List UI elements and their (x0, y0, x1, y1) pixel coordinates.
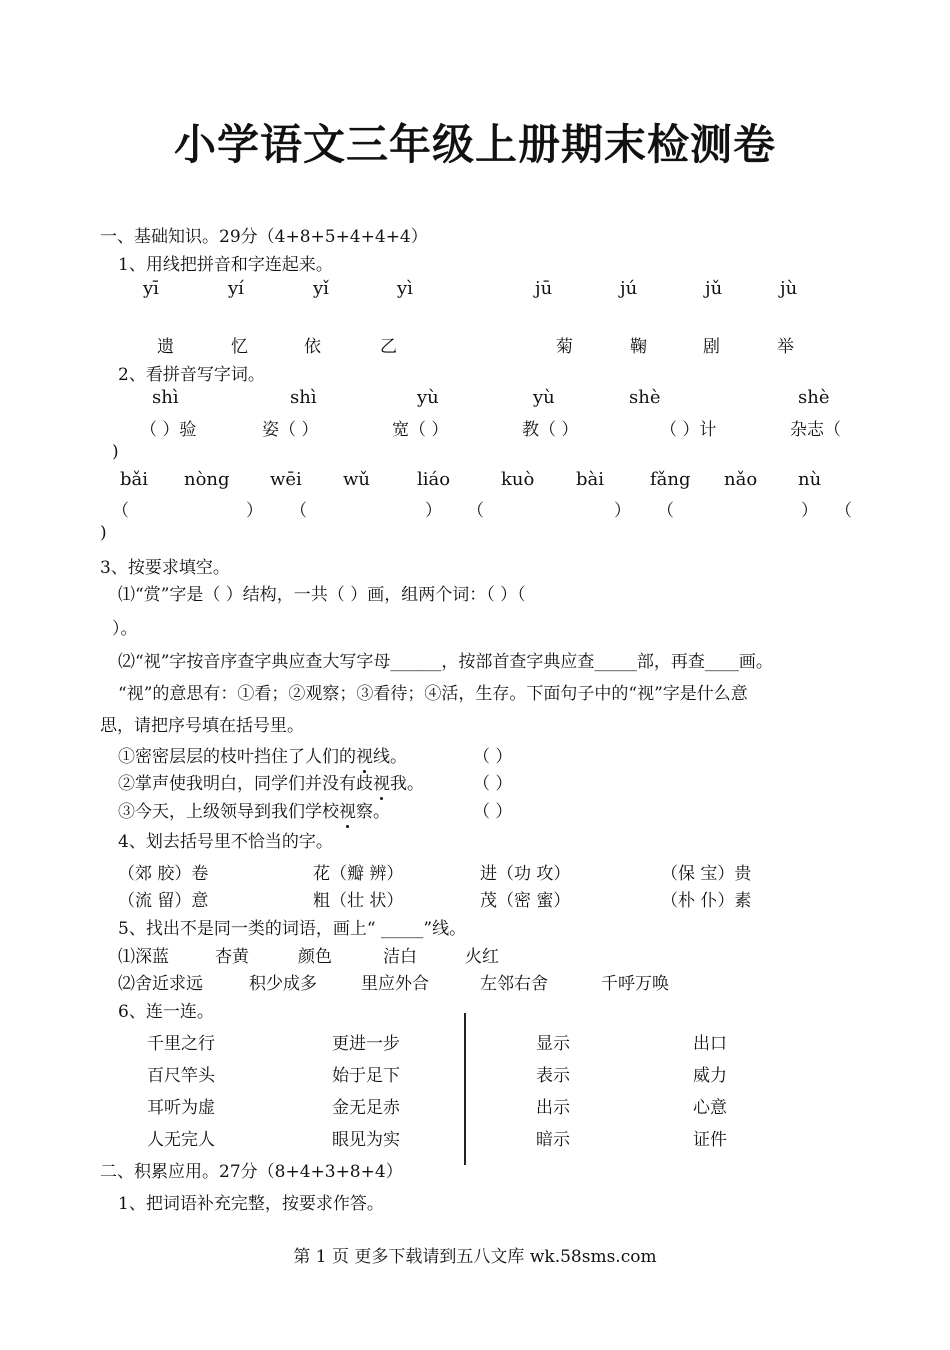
word-item[interactable]: 里应外合 (361, 974, 429, 994)
word-item[interactable]: 洁白 (383, 947, 417, 967)
char-item: 鞠 (630, 337, 647, 357)
word-item[interactable]: 杏黄 (215, 947, 249, 967)
sentence-text: 察。 (356, 802, 390, 822)
section-1-heading: 一、基础知识。29分（4+8+5+4+4+4） (100, 227, 428, 247)
pinyin-item: yí (228, 278, 244, 299)
char-item: 剧 (703, 337, 720, 357)
match-item[interactable]: 暗示 (536, 1130, 570, 1150)
dotted-char: 视 (339, 802, 356, 822)
choice-item[interactable]: （流 留）意 (118, 891, 209, 911)
word-item[interactable]: ⑵舍近求远 (118, 974, 203, 994)
sentence-text: ①密密层层的枝叶挡住了人们的 (118, 747, 356, 767)
q6-label: 6、连一连。 (118, 1002, 214, 1022)
q1-label: 1、用线把拼音和字连起来。 (118, 255, 333, 275)
match-item[interactable]: 眼见为实 (332, 1130, 400, 1150)
pinyin-item: yù (533, 387, 555, 408)
word-item[interactable]: 左邻右舍 (480, 974, 548, 994)
char-item: 菊 (556, 337, 573, 357)
page-title: 小学语文三年级上册期末检测卷 (173, 120, 776, 169)
match-item[interactable]: 出口 (693, 1034, 727, 1054)
answer-blank[interactable]: （ ） (473, 774, 513, 794)
pinyin-item: jù (780, 278, 798, 299)
match-item[interactable]: 出示 (536, 1098, 570, 1118)
pinyin-item: yì (397, 278, 413, 299)
word-item[interactable]: 颜色 (298, 947, 332, 967)
q3-sentence-1 (118, 742, 407, 767)
match-item[interactable]: 人无完人 (147, 1130, 215, 1150)
q3-label: 3、按要求填空。 (100, 558, 230, 578)
answer-blank[interactable]: 杂志（ (790, 420, 841, 440)
choice-item[interactable]: 粗（壮 状） (313, 891, 404, 911)
section-2-heading: 二、积累应用。27分（8+4+3+8+4） (100, 1162, 403, 1182)
sentence-text: ③今天，上级领导到我们学校 (118, 802, 339, 822)
match-item[interactable]: 心意 (693, 1098, 727, 1118)
q3-meaning: “视”的意思有：①看；②观察；③看待；④活，生存。下面句子中的“视”字是什么意 (118, 684, 748, 704)
pinyin-item: jú (620, 278, 638, 299)
answer-blank[interactable]: 姿（ ） (262, 420, 319, 440)
match-item[interactable]: 金无足赤 (332, 1098, 400, 1118)
sentence-text: 线。 (373, 747, 407, 767)
q3-sentence-2 (118, 769, 424, 794)
choice-item[interactable]: 花（瓣 辨） (313, 864, 404, 884)
char-item: 举 (777, 337, 794, 357)
match-item[interactable]: 始于足下 (332, 1066, 400, 1086)
bracket[interactable]: ） (246, 501, 263, 521)
choice-item[interactable]: 进（功 攻） (480, 864, 571, 884)
sentence-text: ②掌声使我明白，同学们并没有歧 (118, 774, 373, 794)
match-item[interactable]: 表示 (536, 1066, 570, 1086)
match-item[interactable]: 耳听为虚 (147, 1098, 215, 1118)
q3-part-1: ⑴“赏”字是（ ）结构，一共（ ）画，组两个词：（ ）（ (118, 585, 526, 605)
match-item[interactable]: 更进一步 (332, 1034, 400, 1054)
s2-q1-label: 1、把词语补充完整，按要求作答。 (118, 1194, 384, 1214)
pinyin-item: yù (417, 387, 439, 408)
char-item: 遗 (157, 337, 174, 357)
q3-part-2: ⑵“视”字按音序查字典应查大写字母______，按部首查字典应查_____部，再查____画。 (118, 652, 773, 672)
pinyin-item: nǎo (724, 469, 758, 490)
dotted-char: 视 (356, 747, 373, 767)
word-item[interactable]: 积少成多 (249, 974, 317, 994)
char-item: 忆 (231, 337, 248, 357)
pinyin-item: yī (143, 278, 159, 299)
pinyin-item: shè (629, 387, 661, 408)
answer-blank[interactable]: （ ）验 (140, 420, 197, 440)
choice-item[interactable]: 茂（密 蜜） (480, 891, 571, 911)
column-divider (464, 1013, 466, 1165)
sentence-text: 我。 (390, 774, 424, 794)
pinyin-item: nòng (184, 469, 230, 490)
match-item[interactable]: 千里之行 (147, 1034, 215, 1054)
q3-meaning-cont: 思，请把序号填在括号里。 (100, 716, 304, 736)
pinyin-item: jū (535, 278, 553, 299)
match-item[interactable]: 百尺竿头 (147, 1066, 215, 1086)
pinyin-item: nù (798, 469, 822, 490)
answer-blank[interactable]: （ ） (473, 747, 513, 767)
choice-item[interactable]: （保 宝）贵 (661, 864, 752, 884)
pinyin-item: shì (290, 387, 317, 408)
word-item[interactable]: 火红 (465, 947, 499, 967)
pinyin-item: liáo (417, 469, 451, 490)
choice-item[interactable]: （朴 仆）素 (661, 891, 752, 911)
page-footer: 第 1 页 更多下载请到五八文库 wk.58sms.com (293, 1247, 657, 1267)
q4-label: 4、划去括号里不恰当的字。 (118, 832, 333, 852)
q3-part-1-cont: ）。 (112, 619, 138, 639)
bracket[interactable]: （ (290, 501, 307, 521)
pinyin-item: wǔ (343, 469, 370, 490)
q2-label: 2、看拼音写字词。 (118, 365, 265, 385)
match-item[interactable]: 威力 (693, 1066, 727, 1086)
pinyin-item: bài (576, 469, 605, 490)
answer-blank[interactable]: （ ） (473, 802, 513, 822)
char-item: 乙 (380, 337, 397, 357)
pinyin-item: fǎng (650, 469, 691, 490)
answer-blank[interactable]: 教（ ） (522, 420, 579, 440)
bracket[interactable]: （ (467, 501, 484, 521)
match-item[interactable]: 证件 (693, 1130, 727, 1150)
match-item[interactable]: 显示 (536, 1034, 570, 1054)
word-item[interactable]: 千呼万唤 (601, 974, 669, 994)
pinyin-item: shì (152, 387, 179, 408)
dotted-char: 视 (373, 774, 390, 794)
pinyin-item: kuò (501, 469, 535, 490)
pinyin-item: shè (798, 387, 830, 408)
bracket[interactable]: ） (614, 501, 631, 521)
bracket[interactable]: ） (425, 501, 442, 521)
bracket[interactable]: （ (835, 501, 852, 521)
bracket-cont: ) (100, 523, 107, 543)
choice-item[interactable]: （郊 胶）卷 (118, 864, 209, 884)
q3-sentence-3 (118, 797, 390, 822)
pinyin-item: yǐ (313, 278, 329, 299)
pinyin-item: wēi (270, 469, 302, 490)
answer-blank[interactable]: （ ）计 (660, 420, 717, 440)
answer-blank[interactable]: 宽（ ） (392, 420, 449, 440)
bracket[interactable]: ） (801, 501, 818, 521)
word-item[interactable]: ⑴深蓝 (118, 947, 169, 967)
bracket[interactable]: （ (657, 501, 674, 521)
char-item: 依 (304, 337, 321, 357)
pinyin-item: bǎi (120, 469, 149, 490)
pinyin-item: jǔ (705, 278, 723, 299)
bracket[interactable]: （ (112, 501, 129, 521)
q5-label: 5、找出不是同一类的词语，画上“ _____”线。 (118, 919, 467, 939)
answer-blank-cont: ) (112, 442, 119, 462)
